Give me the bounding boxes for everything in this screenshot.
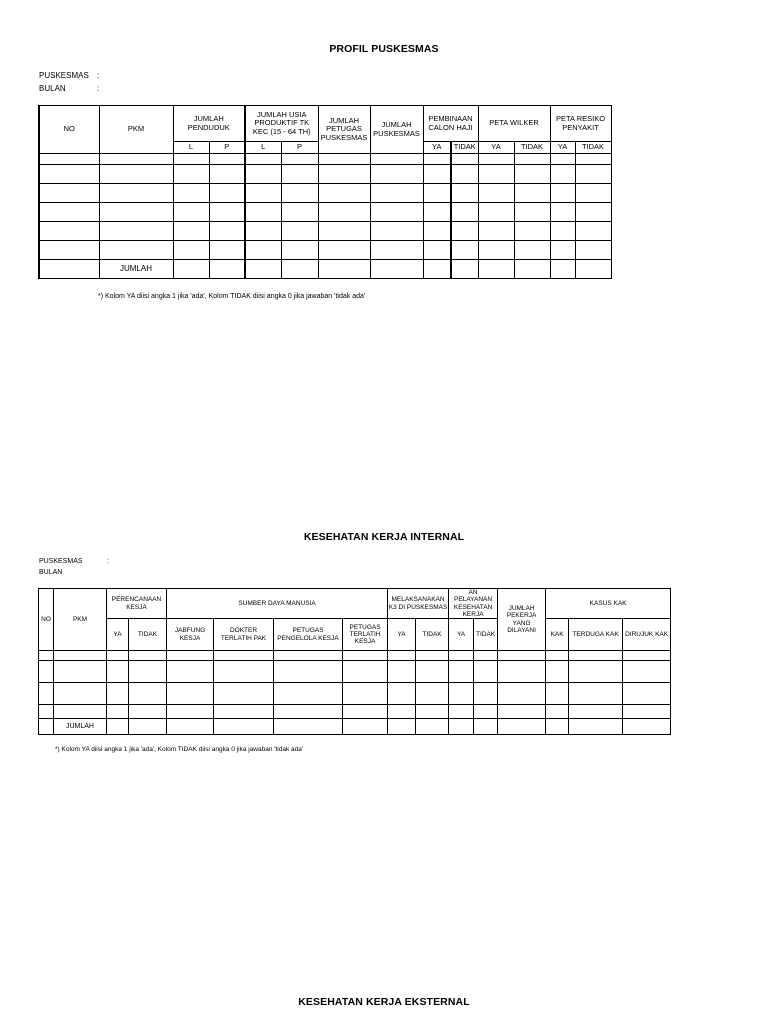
table-cell[interactable] [370, 203, 423, 222]
table-cell[interactable] [451, 165, 478, 184]
table-cell[interactable] [281, 260, 318, 279]
table-cell[interactable] [245, 241, 281, 260]
table-cell[interactable] [388, 719, 416, 735]
total-label: JUMLAH [99, 260, 173, 279]
table-cell[interactable] [569, 683, 623, 705]
table-cell[interactable] [575, 222, 611, 241]
table-cell[interactable] [167, 683, 214, 705]
profil-puskesmas-table [38, 105, 612, 279]
table-cell[interactable] [416, 661, 449, 683]
sub-header-tidak: TIDAK [514, 142, 550, 154]
table-cell[interactable] [173, 222, 209, 241]
table-cell[interactable] [343, 719, 388, 735]
table-cell[interactable] [449, 719, 474, 735]
sub-header-tidak: TIDAK [416, 619, 449, 651]
sub-header-ya: YA [449, 619, 474, 651]
table-cell[interactable] [514, 203, 550, 222]
bulan-label: BULAN [39, 84, 66, 93]
table-cell[interactable] [167, 719, 214, 735]
sub-header-dirujuk-kak: DIRUJUK KAK [623, 619, 671, 651]
table-cell[interactable] [423, 184, 451, 203]
table-row [39, 683, 671, 705]
table-row [39, 154, 611, 165]
table-cell[interactable] [416, 651, 449, 661]
table-cell[interactable] [214, 705, 274, 719]
col-header-peta-resiko: PETA RESIKO PENYAKIT [550, 106, 611, 142]
table-cell[interactable] [209, 165, 245, 184]
table-cell[interactable] [388, 705, 416, 719]
col-header-no: NO [39, 589, 54, 651]
col-header-jumlah-usia-produktif: JUMLAH USIA PRODUKTIF TK KEC (15 - 64 TH) [245, 106, 318, 142]
table-cell[interactable] [623, 705, 671, 719]
table-cell[interactable] [550, 222, 575, 241]
table-cell[interactable] [575, 203, 611, 222]
table-cell[interactable] [281, 222, 318, 241]
table-cell[interactable] [39, 719, 54, 735]
table-cell[interactable] [54, 683, 107, 705]
table-cell[interactable] [54, 661, 107, 683]
sub-header-jabfung-kesja: JABFUNG KESJA [167, 619, 214, 651]
table-cell[interactable] [129, 705, 167, 719]
table-cell[interactable] [107, 661, 129, 683]
table-cell[interactable] [245, 154, 281, 165]
puskesmas-label: PUSKESMAS [39, 71, 89, 80]
table-cell[interactable] [546, 683, 569, 705]
table-cell[interactable] [318, 165, 370, 184]
puskesmas-label: PUSKESMAS [39, 558, 83, 565]
table-cell[interactable] [449, 651, 474, 661]
col-header-perencanaan-kesja: PERENCANAAN KESJA [107, 589, 167, 619]
puskesmas-colon: : [97, 71, 100, 80]
table-cell[interactable] [173, 154, 209, 165]
page-title-kesehatan-kerja-internal: KESEHATAN KERJA INTERNAL [303, 531, 465, 543]
total-label: JUMLAH [54, 719, 107, 735]
col-header-melaksanakan-k3: MELAKSANAKAN K3 DI PUSKESMAS [388, 589, 449, 619]
table-cell[interactable] [623, 661, 671, 683]
page-title-kesehatan-kerja-eksternal: KESEHATAN KERJA EKSTERNAL [298, 996, 470, 1008]
table-cell[interactable] [569, 719, 623, 735]
table-cell[interactable] [99, 184, 173, 203]
table-cell[interactable] [343, 705, 388, 719]
table-cell[interactable] [423, 241, 451, 260]
table-cell[interactable] [423, 154, 451, 165]
table-cell[interactable] [281, 203, 318, 222]
table-cell[interactable] [274, 683, 343, 705]
table-cell[interactable] [370, 165, 423, 184]
table-cell[interactable] [370, 154, 423, 165]
table-cell[interactable] [209, 241, 245, 260]
table-cell[interactable] [99, 222, 173, 241]
table-cell[interactable] [99, 241, 173, 260]
table-cell[interactable] [318, 260, 370, 279]
table-cell[interactable] [99, 154, 173, 165]
table-cell[interactable] [214, 683, 274, 705]
table-cell[interactable] [423, 260, 451, 279]
table-cell[interactable] [107, 719, 129, 735]
table-cell[interactable] [569, 661, 623, 683]
sub-header-ya: YA [478, 142, 514, 154]
table-cell[interactable] [39, 651, 54, 661]
table-cell[interactable] [478, 165, 514, 184]
table-cell[interactable] [245, 203, 281, 222]
table-row [39, 222, 611, 241]
table-cell[interactable] [478, 154, 514, 165]
table-cell[interactable] [474, 661, 498, 683]
table-cell[interactable] [173, 203, 209, 222]
table-cell[interactable] [514, 222, 550, 241]
col-header-pkm: PKM [54, 589, 107, 651]
table-cell[interactable] [623, 683, 671, 705]
table-cell[interactable] [623, 719, 671, 735]
total-row [39, 719, 671, 735]
table-cell[interactable] [107, 705, 129, 719]
table-cell[interactable] [575, 165, 611, 184]
bulan-label: BULAN [39, 569, 63, 576]
table-cell[interactable] [318, 203, 370, 222]
table-cell[interactable] [167, 651, 214, 661]
total-row [39, 260, 611, 279]
table-cell[interactable] [550, 260, 575, 279]
table-cell[interactable] [245, 184, 281, 203]
table-cell[interactable] [318, 222, 370, 241]
sub-header-ya: YA [107, 619, 129, 651]
table-cell[interactable] [474, 705, 498, 719]
table-cell[interactable] [575, 260, 611, 279]
table-cell[interactable] [173, 184, 209, 203]
table-cell[interactable] [173, 165, 209, 184]
table-cell[interactable] [129, 661, 167, 683]
table-cell[interactable] [514, 165, 550, 184]
table-cell[interactable] [173, 260, 209, 279]
table-cell[interactable] [39, 705, 54, 719]
table-cell[interactable] [423, 165, 451, 184]
table-cell[interactable] [245, 165, 281, 184]
col-header-pembinaan-calon-haji: PEMBINAAN CALON HAJI [423, 106, 478, 142]
table-cell[interactable] [423, 222, 451, 241]
table-cell[interactable] [550, 184, 575, 203]
table-cell[interactable] [451, 154, 478, 165]
table-cell[interactable] [343, 661, 388, 683]
table-cell[interactable] [274, 661, 343, 683]
table-cell[interactable] [449, 705, 474, 719]
sub-header-l: L [173, 142, 209, 154]
table-cell[interactable] [498, 651, 546, 661]
internal-meta [39, 556, 159, 578]
table-cell[interactable] [39, 683, 54, 705]
table-cell[interactable] [129, 683, 167, 705]
table-cell[interactable] [167, 705, 214, 719]
table-cell[interactable] [209, 203, 245, 222]
table-cell[interactable] [478, 241, 514, 260]
table-cell[interactable] [167, 661, 214, 683]
col-header-jumlah-puskesmas: JUMLAH PUSKESMAS [370, 106, 423, 154]
table-row [39, 661, 671, 683]
sub-header-l: L [245, 142, 281, 154]
table-cell[interactable] [39, 222, 99, 241]
table-cell[interactable] [281, 184, 318, 203]
table-cell[interactable] [129, 651, 167, 661]
table-row [39, 165, 611, 184]
table-cell[interactable] [416, 719, 449, 735]
sub-header-kak: KAK [546, 619, 569, 651]
sub-header-p: P [281, 142, 318, 154]
footnote-profil: *) Kolom YA diisi angka 1 jika 'ada', Kolom TIDAK diisi angka 0 jika jawaban 'tidak ada' [98, 293, 366, 300]
table-cell[interactable] [498, 661, 546, 683]
table-cell[interactable] [416, 683, 449, 705]
table-cell[interactable] [423, 203, 451, 222]
table-cell[interactable] [281, 241, 318, 260]
table-cell[interactable] [449, 661, 474, 683]
sub-header-petugas-pengelola-kesja: PETUGAS PENGELOLA KESJA [274, 619, 343, 651]
table-cell[interactable] [575, 154, 611, 165]
table-row [39, 241, 611, 260]
table-cell[interactable] [274, 651, 343, 661]
table-cell[interactable] [370, 184, 423, 203]
table-cell[interactable] [281, 154, 318, 165]
sub-header-ya: YA [550, 142, 575, 154]
sub-header-dokter-terlatih-pak: DOKTER TERLATIH PAK [214, 619, 274, 651]
table-cell[interactable] [474, 719, 498, 735]
table-cell[interactable] [550, 203, 575, 222]
table-cell[interactable] [546, 705, 569, 719]
table-cell[interactable] [550, 154, 575, 165]
table-cell[interactable] [451, 222, 478, 241]
table-cell[interactable] [546, 719, 569, 735]
table-cell[interactable] [449, 683, 474, 705]
col-header-jumlah-petugas: JUMLAH PETUGAS PUSKESMAS [318, 106, 370, 154]
table-cell[interactable] [245, 222, 281, 241]
table-cell[interactable] [575, 184, 611, 203]
table-cell[interactable] [209, 184, 245, 203]
table-cell[interactable] [416, 705, 449, 719]
table-cell[interactable] [209, 260, 245, 279]
table-row [39, 651, 671, 661]
table-cell[interactable] [370, 222, 423, 241]
table-cell[interactable] [575, 241, 611, 260]
table-row [39, 705, 671, 719]
col-header-kasus-kak: KASUS KAK [546, 589, 671, 619]
table-cell[interactable] [478, 222, 514, 241]
table-cell[interactable] [569, 705, 623, 719]
sub-header-terduga-kak: TERDUGA KAK [569, 619, 623, 651]
sub-header-tidak: TIDAK [474, 619, 498, 651]
kesehatan-kerja-internal-table [38, 588, 671, 735]
table-cell[interactable] [209, 222, 245, 241]
table-cell[interactable] [478, 203, 514, 222]
table-cell[interactable] [39, 154, 99, 165]
table-cell[interactable] [173, 241, 209, 260]
table-cell[interactable] [451, 260, 478, 279]
table-cell[interactable] [474, 651, 498, 661]
table-cell[interactable] [99, 165, 173, 184]
table-cell[interactable] [546, 651, 569, 661]
table-cell[interactable] [388, 661, 416, 683]
table-cell[interactable] [514, 154, 550, 165]
col-header-no: NO [39, 106, 99, 154]
table-cell[interactable] [498, 683, 546, 705]
table-cell[interactable] [451, 184, 478, 203]
table-cell[interactable] [54, 651, 107, 661]
table-cell[interactable] [623, 651, 671, 661]
sub-header-tidak: TIDAK [575, 142, 611, 154]
col-header-peta-wilker: PETA WILKER [478, 106, 550, 142]
col-header-pelayanan-kesehatan-kerja: AN PELAYANAN KESEHATAN KERJA [449, 589, 498, 619]
table-cell[interactable] [388, 683, 416, 705]
table-cell[interactable] [39, 165, 99, 184]
table-cell[interactable] [498, 719, 546, 735]
table-cell[interactable] [318, 154, 370, 165]
table-cell[interactable] [274, 705, 343, 719]
col-header-pkm: PKM [99, 106, 173, 154]
puskesmas-colon: : [107, 558, 109, 565]
table-cell[interactable] [39, 241, 99, 260]
table-cell[interactable] [209, 154, 245, 165]
sub-header-p: P [209, 142, 245, 154]
table-cell[interactable] [39, 203, 99, 222]
table-cell[interactable] [474, 683, 498, 705]
sub-header-ya: YA [423, 142, 451, 154]
sub-header-tidak: TIDAK [451, 142, 478, 154]
table-cell[interactable] [39, 260, 99, 279]
table-cell[interactable] [514, 260, 550, 279]
table-cell[interactable] [546, 661, 569, 683]
col-header-jumlah-penduduk: JUMLAH PENDUDUK [173, 106, 245, 142]
footnote-internal: *) Kolom YA diisi angka 1 jika 'ada', Kolom TIDAK diisi angka 0 jika jawaban 'tidak ada' [55, 746, 304, 753]
table-cell[interactable] [478, 260, 514, 279]
table-cell[interactable] [39, 184, 99, 203]
table-cell[interactable] [388, 651, 416, 661]
table-row [39, 203, 611, 222]
col-header-jumlah-pekerja: JUMLAH PEKERJA YANG DILAYANI [498, 589, 546, 651]
table-cell[interactable] [451, 241, 478, 260]
table-cell[interactable] [214, 651, 274, 661]
page-title-profil-puskesmas: PROFIL PUSKESMAS [329, 43, 439, 55]
table-cell[interactable] [274, 719, 343, 735]
col-header-sumber-daya-manusia: SUMBER DAYA MANUSIA [167, 589, 388, 619]
sub-header-tidak: TIDAK [129, 619, 167, 651]
table-cell[interactable] [370, 241, 423, 260]
table-cell[interactable] [451, 203, 478, 222]
table-cell[interactable] [214, 719, 274, 735]
table-cell[interactable] [107, 651, 129, 661]
profil-meta [39, 69, 159, 95]
table-cell[interactable] [550, 165, 575, 184]
table-cell[interactable] [99, 203, 173, 222]
table-cell[interactable] [550, 241, 575, 260]
table-cell[interactable] [318, 184, 370, 203]
bulan-colon: : [97, 84, 100, 93]
table-cell[interactable] [318, 241, 370, 260]
table-cell[interactable] [343, 683, 388, 705]
table-cell[interactable] [343, 651, 388, 661]
table-cell[interactable] [129, 719, 167, 735]
table-cell[interactable] [514, 241, 550, 260]
table-cell[interactable] [281, 165, 318, 184]
table-cell[interactable] [214, 661, 274, 683]
table-cell[interactable] [514, 184, 550, 203]
table-cell[interactable] [54, 705, 107, 719]
sub-header-ya: YA [388, 619, 416, 651]
table-cell[interactable] [370, 260, 423, 279]
table-cell[interactable] [107, 683, 129, 705]
sub-header-petugas-terlatih-kesja: PETUGAS TERLATIH KESJA [343, 619, 388, 651]
table-cell[interactable] [39, 661, 54, 683]
table-cell[interactable] [498, 705, 546, 719]
table-row [39, 184, 611, 203]
table-cell[interactable] [245, 260, 281, 279]
table-cell[interactable] [478, 184, 514, 203]
table-cell[interactable] [569, 651, 623, 661]
